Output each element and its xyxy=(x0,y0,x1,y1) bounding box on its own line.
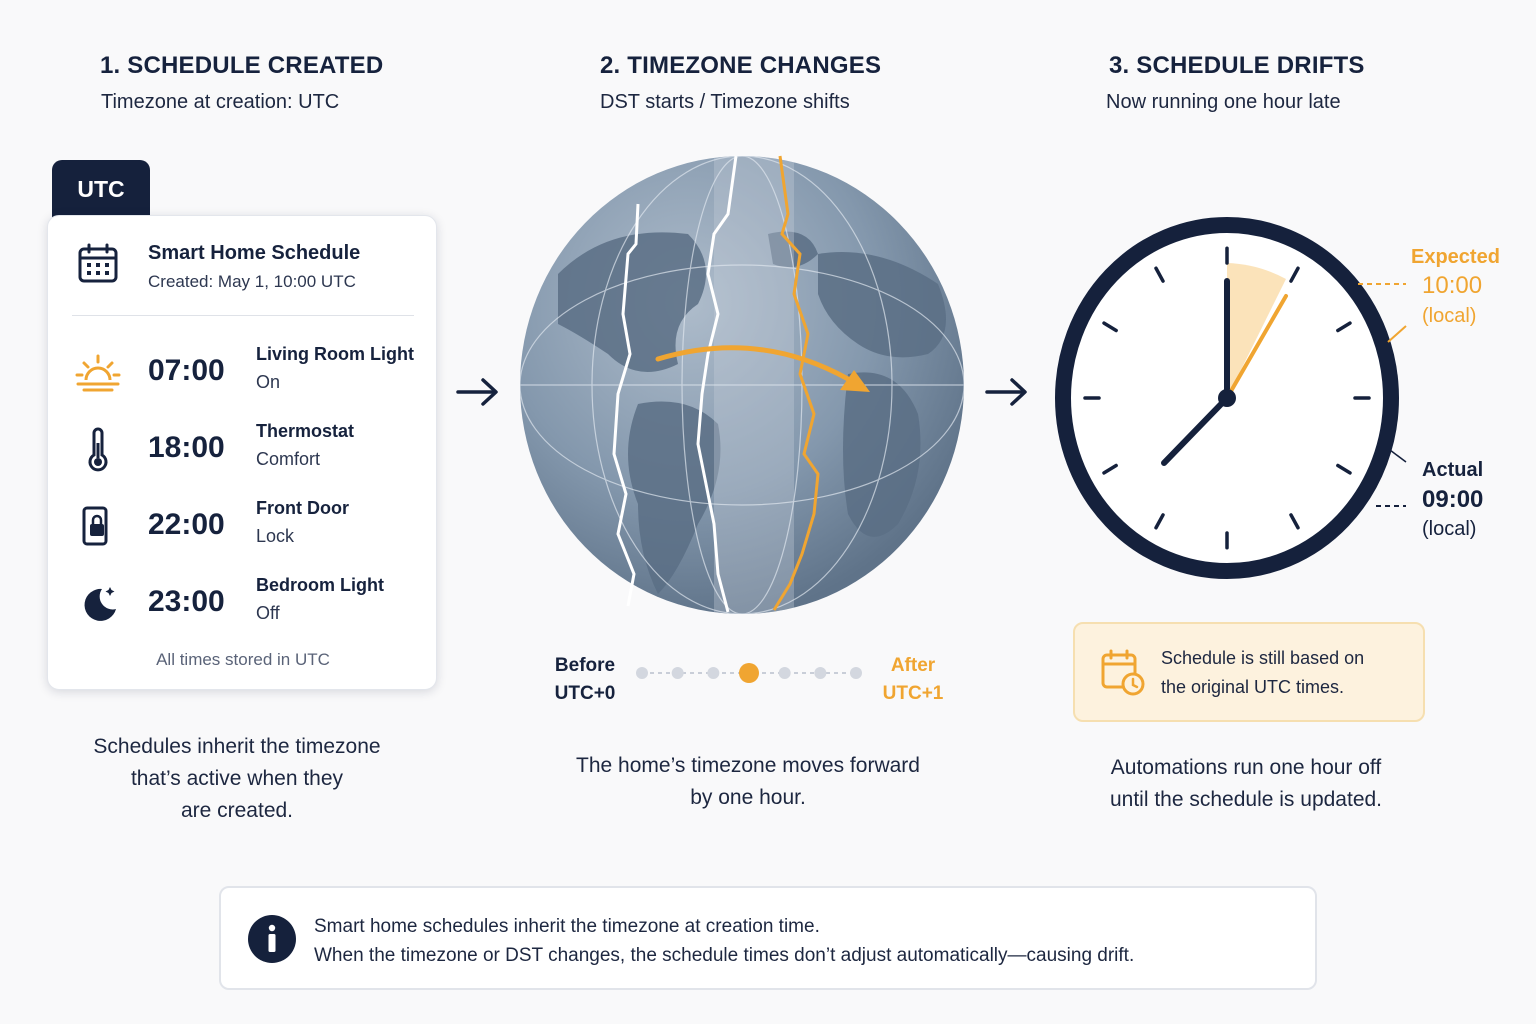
utc-tab: UTC xyxy=(52,160,150,222)
slider-dot xyxy=(636,667,648,679)
warning-note xyxy=(1073,622,1425,722)
expected-time: 10:00 xyxy=(1422,272,1483,299)
thermometer-icon xyxy=(74,425,122,473)
schedule-card xyxy=(47,215,437,690)
step-2-caption: The home’s timezone moves forward by one hour. xyxy=(576,754,920,809)
schedule-row xyxy=(48,494,438,564)
door-lock-icon xyxy=(74,502,122,550)
schedule-row xyxy=(48,340,438,410)
moon-icon xyxy=(74,579,122,627)
step-1-caption: Schedules inherit the timezone that’s active when they are created. xyxy=(93,735,381,822)
leader-lines xyxy=(1350,270,1410,520)
globe-illustration xyxy=(518,154,966,616)
expected-note: (local) xyxy=(1422,305,1477,327)
slider-dot-active xyxy=(739,663,759,683)
schedule-action: Off xyxy=(256,603,280,623)
info-icon xyxy=(247,914,297,964)
calendar-clock-icon xyxy=(1099,648,1147,696)
info-box xyxy=(219,886,1317,990)
after-label: After UTC+1 xyxy=(882,655,944,704)
slider-dot xyxy=(850,667,862,679)
schedule-time: 23:00 xyxy=(148,585,225,618)
before-label: Before UTC+0 xyxy=(554,655,616,704)
arrow-right-icon xyxy=(984,375,1030,409)
step-1-subtitle: Timezone at creation: UTC xyxy=(101,91,340,113)
actual-label: Actual xyxy=(1422,459,1484,481)
slider-dot xyxy=(672,667,684,679)
expected-label: Expected xyxy=(1411,246,1500,268)
step-3-subtitle: Now running one hour late xyxy=(1106,91,1341,113)
schedule-action: Comfort xyxy=(256,449,321,469)
timezone-slider xyxy=(632,658,866,688)
step-3-title: 3. SCHEDULE DRIFTS xyxy=(1109,52,1365,79)
note-text: Schedule is still based on the original UTC times. xyxy=(1161,648,1365,697)
schedule-action: Lock xyxy=(256,526,295,546)
schedule-device: Living Room Light xyxy=(256,344,414,364)
schedule-row xyxy=(48,417,438,487)
step-2-subtitle: DST starts / Timezone shifts xyxy=(600,91,850,113)
schedule-device: Bedroom Light xyxy=(256,575,384,595)
slider-dot xyxy=(814,667,826,679)
schedule-footer: All times stored in UTC xyxy=(156,650,330,669)
sunrise-icon xyxy=(74,348,122,396)
actual-time: 09:00 xyxy=(1422,486,1484,513)
schedule-time: 22:00 xyxy=(148,508,225,541)
info-text: Smart home schedules inherit the timezone at creation time. When the timezone or DST changes, the schedule times don’t adjust automatically—causing drift. xyxy=(314,916,1135,966)
schedule-time: 18:00 xyxy=(148,431,225,464)
calendar-icon xyxy=(76,242,120,286)
schedule-row xyxy=(48,571,438,641)
slider-dot xyxy=(707,667,719,679)
slider-dot xyxy=(779,667,791,679)
step-1-title: 1. SCHEDULE CREATED xyxy=(100,52,384,79)
step-2-title: 2. TIMEZONE CHANGES xyxy=(600,52,882,79)
step-3-caption: Automations run one hour off until the schedule is updated. xyxy=(1109,756,1383,811)
schedule-device: Front Door xyxy=(256,498,349,518)
schedule-action: On xyxy=(256,372,281,392)
divider xyxy=(72,315,414,316)
schedule-created: Created: May 1, 10:00 UTC xyxy=(148,272,356,291)
arrow-right-icon xyxy=(455,375,501,409)
schedule-device: Thermostat xyxy=(256,421,355,441)
schedule-title: Smart Home Schedule xyxy=(148,242,361,264)
schedule-time: 07:00 xyxy=(148,354,225,387)
actual-note: (local) xyxy=(1422,518,1477,540)
